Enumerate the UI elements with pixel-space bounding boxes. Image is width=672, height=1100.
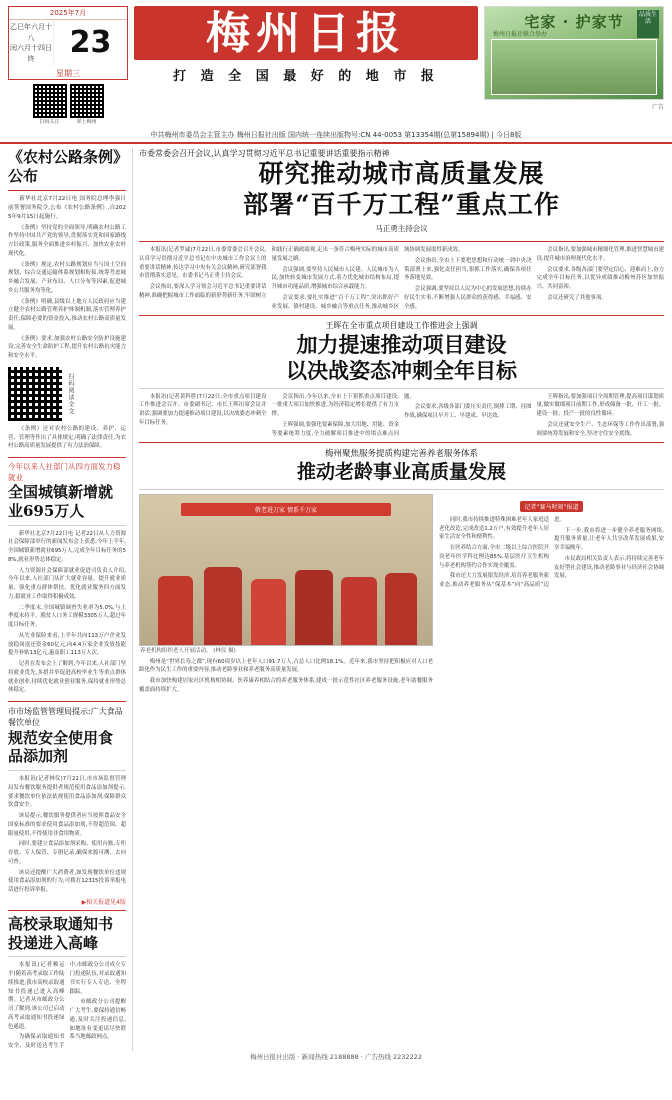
feature-para-1: 梅州是“世界长寿之都”,现有60周岁以上老年人口91.7万人,占总人口比例18.1%。近年来,我市坚持把积极应对人口老龄化作为民生工作的重要内容,推动老龄事业和养老服务高质量发展。 — [139, 658, 433, 674]
story4-body — [8, 961, 126, 1051]
story2-para-1: 新华社北京7月22日电 记者22日从人力资源社会保障部举行的新闻发布会上获悉,今年上半年,全国城镇新增就业695万人,完成全年目标任务的58%,就业形势总体稳定。 — [8, 530, 126, 563]
story4-para-3: 市邮政分公司提醒广大考生,要保持通信畅通,及时关注投递信息,如地址有变更请尽快联系当地邮政网点。 — [69, 999, 126, 1041]
lunar-line-1: 乙巳年六月十八 — [10, 23, 52, 42]
story2-headline[interactable]: 全国城镇新增就业695万人 — [8, 483, 114, 520]
divider — [8, 701, 126, 702]
lead-story-headline-2[interactable]: 部署“百千万工程”重点工作 — [243, 189, 560, 219]
story3-body — [8, 775, 126, 897]
divider — [139, 241, 664, 242]
photo-banner-text: 敬老进万家 情系千万家 — [181, 503, 391, 516]
content-grid — [0, 144, 672, 1051]
feature-photo — [139, 494, 433, 646]
divider — [8, 190, 126, 191]
lead-story-headline-1[interactable]: 研究推动城市高质量发展 — [258, 159, 545, 189]
story2-kicker: 今年以来人社部门从四方面发力稳就业 — [8, 462, 121, 482]
feature-para-2: 我市加快构建居家社区机构相协调、医养康养相结合的养老服务体系,建成一批示范性社区养老服务设施,老年助餐服务覆盖面持续扩大。 — [139, 678, 433, 693]
divider — [139, 388, 664, 389]
qr-article-caption: 扫码阅读全文 — [67, 372, 74, 415]
story1-body-cont — [8, 425, 126, 453]
qr-caption-1: 扫码关注 — [39, 119, 60, 125]
story3-headline[interactable]: 规范安全使用食品添加剂 — [8, 728, 114, 766]
feature-para-5: 我市还大力发展银发经济,培育养老服务新业态,推动养老服务从“保基本”向“高品质”迈进。 — [439, 516, 565, 589]
story3-para-3: 同时,要建立食品添加剂采购、使用台账,专柜存放、专人保管、专册记录,确保来源可溯、去向可查。 — [8, 841, 126, 865]
story-mid-headline-1[interactable]: 加力提速推动项目建设 — [296, 331, 507, 357]
story4-para-2: 为确保录取通知书安全、及时送达考生手中,市邮政分公司成立专门投递队伍,对录取通知书实行专人专送、全程跟踪。 — [8, 962, 126, 1050]
paper-title-band — [134, 6, 478, 60]
divider — [8, 956, 126, 957]
masthead — [0, 0, 672, 127]
story-mid-para-4: 会议要求,各级各部门要压实责任,倒排工期、挂图作战,确保项目早开工、早建成、早达效。 — [404, 404, 532, 420]
feature-kicker: 梅州聚焦服务提质构建完善养老服务体系 — [324, 449, 478, 460]
footer-meta: 梅州日报社出版 · 新闻热线 2188888 · 广告热线 2232222 — [250, 1052, 422, 1061]
lunar-line-2: 闰六月十四日终 — [10, 44, 52, 63]
qr-row — [33, 84, 104, 125]
qr-caption-2: 掌上梅州 — [76, 119, 97, 125]
lead-para-8: 会议要求,各级各部门要坚定信心、迎难而上,奋力完成全年目标任务,以优异成绩推动梅州苏区加快振兴、共同富裕。 — [536, 266, 664, 291]
ad-subtitle: 梅州日报社联合举办 — [493, 31, 548, 38]
lunar-date — [9, 20, 54, 66]
story2-para-3: 二季度末,全国城镇调查失业率为5.0%,与上季度末持平。脱贫人口务工规模3305万人,超过年度目标任务。 — [8, 604, 126, 629]
date-top: 2025年7月 — [9, 7, 127, 20]
lead-para-5: 会议指出,全市上下要把思想和行动统一到中央决策部署上来,强化责任担当,狠抓工作落实,确保各项任务落地见效。 — [404, 257, 532, 282]
feature-badge[interactable]: 记者“赛马时刻”报道 — [520, 501, 582, 512]
divider — [139, 315, 664, 316]
lead-para-2: 会议指出,要深入学习领会习近平总书记重要讲话精神,准确把握城市工作面临的新形势新任务,牢固树立和践行正确政绩观,走出一条符合梅州实际的城市高质量发展之路。 — [139, 247, 399, 299]
ad-seal: 品质生活 — [637, 10, 659, 38]
divider — [139, 489, 664, 490]
lead-para-7: 会议指出,要加强城市精细化管理,推进智慧城市建设,提升城市治理现代化水平。 — [536, 247, 664, 262]
story-mid-body — [139, 393, 664, 439]
ad-footnote: 广告 — [651, 104, 664, 111]
feature-body-right — [439, 516, 664, 590]
publication-meta: 中共梅州市委员会主管主办 梅州日报社出版 国内统一连续出版物号:CN 44-0053 第13354期(总第15894期) | 今日8版 — [0, 127, 672, 144]
story3-more-link[interactable]: ▶相关报道见4版 — [81, 898, 126, 906]
feature-body-left — [139, 658, 433, 695]
lead-story-body — [139, 246, 664, 311]
masthead-ad[interactable] — [484, 6, 664, 125]
divider — [139, 442, 664, 443]
story-mid-kicker: 王晖在全市重点项目建设工作推进会上强调 — [325, 321, 478, 331]
story2-para-2: 人力资源社会保障部就业促进司负责人介绍,今年以来,人社部门从扩大就业容量、提升就业质量、强化重点群体帮扶、优化就业服务四方面发力,稳就业工作取得积极成效。 — [8, 567, 126, 600]
story1-para-1: 《条例》坚持党的全面领导,明确农村公路工作坚持中国共产党的领导,贯彻落实党和国家路线方针政策,服务全面推进乡村振兴、加快农业农村现代化。 — [8, 224, 126, 257]
paper-slogan: 打 造 全 国 最 好 的 地 市 报 — [173, 69, 439, 84]
divider — [8, 910, 126, 911]
qr-code-wechat[interactable] — [33, 84, 67, 118]
story1-para-5: 《条例》还对农村公路的建设、养护、运营、管理等作出了具体规定,明确了法律责任,为农村公路高质量发展提供了有力法治保障。 — [8, 425, 126, 450]
story4-headline[interactable]: 高校录取通知书投递进入高峰 — [8, 914, 114, 952]
qr-code-app[interactable] — [70, 84, 104, 118]
qr-code-article[interactable] — [8, 367, 62, 421]
divider — [8, 525, 126, 526]
story3-para-2: 该局提示,餐饮服务提供者应当按照食品安全国家标准的要求使用食品添加剂,不得超范围、超限量使用,不得使用非食用物质。 — [8, 813, 126, 837]
lead-para-3: 会议强调,要坚持人民城市人民建、人民城市为人民,加快转变城市发展方式,着力优化城市结构布局,提升城市功能品质,增强城市综合承载能力。 — [271, 266, 399, 291]
story1-headline[interactable]: 《农村公路条例》公布 — [8, 148, 121, 185]
divider — [8, 457, 126, 458]
story2-body — [8, 530, 126, 698]
story1-body — [8, 195, 126, 363]
story-mid-para-6: 会议还就安全生产、生态环保等工作作出部署,强调要统筹发展和安全,坚决守住安全底线。 — [536, 421, 664, 437]
masthead-center — [134, 6, 478, 125]
story1-para-2: 《条例》规定,农村公路规划应当与国土空间规划、综合交通运输体系规划相衔接,统筹考虑城乡融合发展、产业布局、人口分布等因素,促进城乡公共服务均等化。 — [8, 261, 126, 294]
feature-para-3: 同时,我市持续推进特殊困难老年人家庭适老化改造,完成改造1.2万户,有效提升老年人居家生活安全性和便利性。 — [439, 516, 549, 541]
day-number: 23 — [69, 25, 112, 60]
story2-para-4: 从失业保险来看,上半年共向113万户企业发放稳岗返还资金60亿元,向4.4万家企业发放技能提升补贴13亿元,惠及职工113万人次。 — [8, 632, 126, 657]
paper-title: 梅州日报 — [206, 8, 406, 59]
column-main — [139, 148, 664, 1051]
story3-para-4: 该局还提醒广大消费者,如发现餐饮单位违规使用食品添加剂的行为,可拨打12315投诉举报电话进行投诉举报。 — [8, 869, 126, 894]
lead-para-9: 会议还研究了其他事项。 — [547, 294, 607, 301]
ad-photo — [491, 39, 657, 95]
lead-story-byline: 马正勇主持会议 — [375, 224, 428, 234]
divider — [8, 770, 126, 771]
story-mid-para-2: 会议指出,今年以来,全市上下狠抓重点项目建设,一批重大项目加快推进,为经济稳定增长提供了有力支撑。 — [271, 393, 399, 418]
story1-qr-block[interactable] — [8, 367, 126, 421]
ad-title: 宅家 · 护家节 — [524, 13, 624, 31]
lead-para-1: 本报讯(记者罗诚)7月22日,市委常委会召开会议,认真学习贯彻习近平总书记在中央城市工作会议上的重要讲话精神,传达学习中央有关会议精神,研究部署我市贯彻落实意见。市委书记马正勇主持会议。 — [139, 247, 267, 280]
story3-kicker: 市市场监管管理局提示:广大食品餐饮单位 — [8, 707, 123, 728]
column-divider — [132, 148, 133, 1051]
lead-para-4: 会议要求,要扎实推进“百千万工程”,突出抓好产业发展、镇村建设、城乡融合等重点任务,推动城乡区域协调发展取得新成效。 — [271, 247, 464, 310]
feature-headline[interactable]: 推动老龄事业高质量发展 — [296, 461, 506, 484]
lead-para-6: 会议强调,要坚持以人民为中心的发展思想,持续办好民生实事,不断增强人民群众的获得感、幸福感、安全感。 — [404, 286, 532, 310]
story-mid-para-3: 王晖强调,要强化要素保障,加大用地、用能、资金等要素统筹力度,全力破解项目推进中的堵点难点问题。 — [271, 393, 415, 437]
masthead-left — [8, 6, 128, 125]
feature-photo-caption: 养老机构组织老人开展活动。 (林仪 摄) — [140, 647, 236, 654]
story3-para-1: 本报讯(记者林仪)7月22日,市市场监督管理局发布餐饮服务提供者规范使用食品添加剂提示,要求餐饮单位依法依规使用食品添加剂,保障群众饮食安全。 — [8, 776, 126, 809]
feature-para-4: 在医养结合方面,全市二级以上综合医院开设老年医学科比例达85%,基层医疗卫生机构与养老机构签约合作实现全覆盖。 — [439, 545, 549, 569]
story1-para-4: 《条例》要求,加强农村公路安全防护设施建设,完善安全生命防护工程,提升农村公路抗灾能力和安全水平。 — [8, 335, 126, 360]
story1-lead: 新华社北京7月22日电 国务院总理李强日前签署国务院令,公布《农村公路条例》,自2025年9月15日起施行。 — [8, 195, 126, 220]
story-mid-headline-2[interactable]: 以决战姿态冲刺全年目标 — [286, 357, 517, 383]
feature-para-7: 市民政局相关负责人表示,将持续完善老年友好型社会建设,推动老龄事业与经济社会协调发展。 — [554, 555, 664, 580]
story-mid-para-1: 本报讯(记者黄科胜)7月22日,全市重点项目建设工作推进会召开。市委副书记、市长王晖出席会议并讲话,强调要加力提速推动项目建设,以决战姿态冲刺全年目标任务。 — [139, 393, 267, 426]
lead-story-kicker: 市委常委会召开会议,认真学习贯彻习近平总书记重要讲话重要指示精神 — [139, 149, 390, 158]
story2-para-5: 记者在发布会上了解到,今年以来,人社部门坚持就业优先,多措并举促进高校毕业生等重点群体就业创业,持续优化就业创业服务,保持就业形势总体稳定。 — [8, 661, 126, 694]
story1-para-3: 《条例》明确,县级以上地方人民政府应当建立健全农村公路管理养护体制机制,落实管理养护责任,保障必要的资金投入,推动农村公路高质量发展。 — [8, 298, 126, 331]
date-box — [8, 6, 128, 80]
story4-para-1: 本报讯(记者赖运平)随着高考录取工作陆续推进,我市高校录取通知书投递已进入高峰期。记者从市邮政分公司了解到,该公司已启动高考录取通知书投递绿色通道。 — [8, 962, 65, 1030]
ad-banner[interactable] — [484, 6, 664, 100]
feature-para-6: 下一步,我市将进一步健全养老服务网络,提升服务质量,让老年人共享改革发展成果,安享幸福晚年。 — [554, 527, 664, 552]
column-left — [8, 148, 126, 1051]
story-mid-para-5: 王晖指出,要加强项目全周期管理,提高项目谋划质量,做实做细项目前期工作,形成储备一批、开工一批、建设一批、投产一批的良性循环。 — [536, 393, 664, 418]
weekday: 星期三 — [56, 69, 80, 78]
